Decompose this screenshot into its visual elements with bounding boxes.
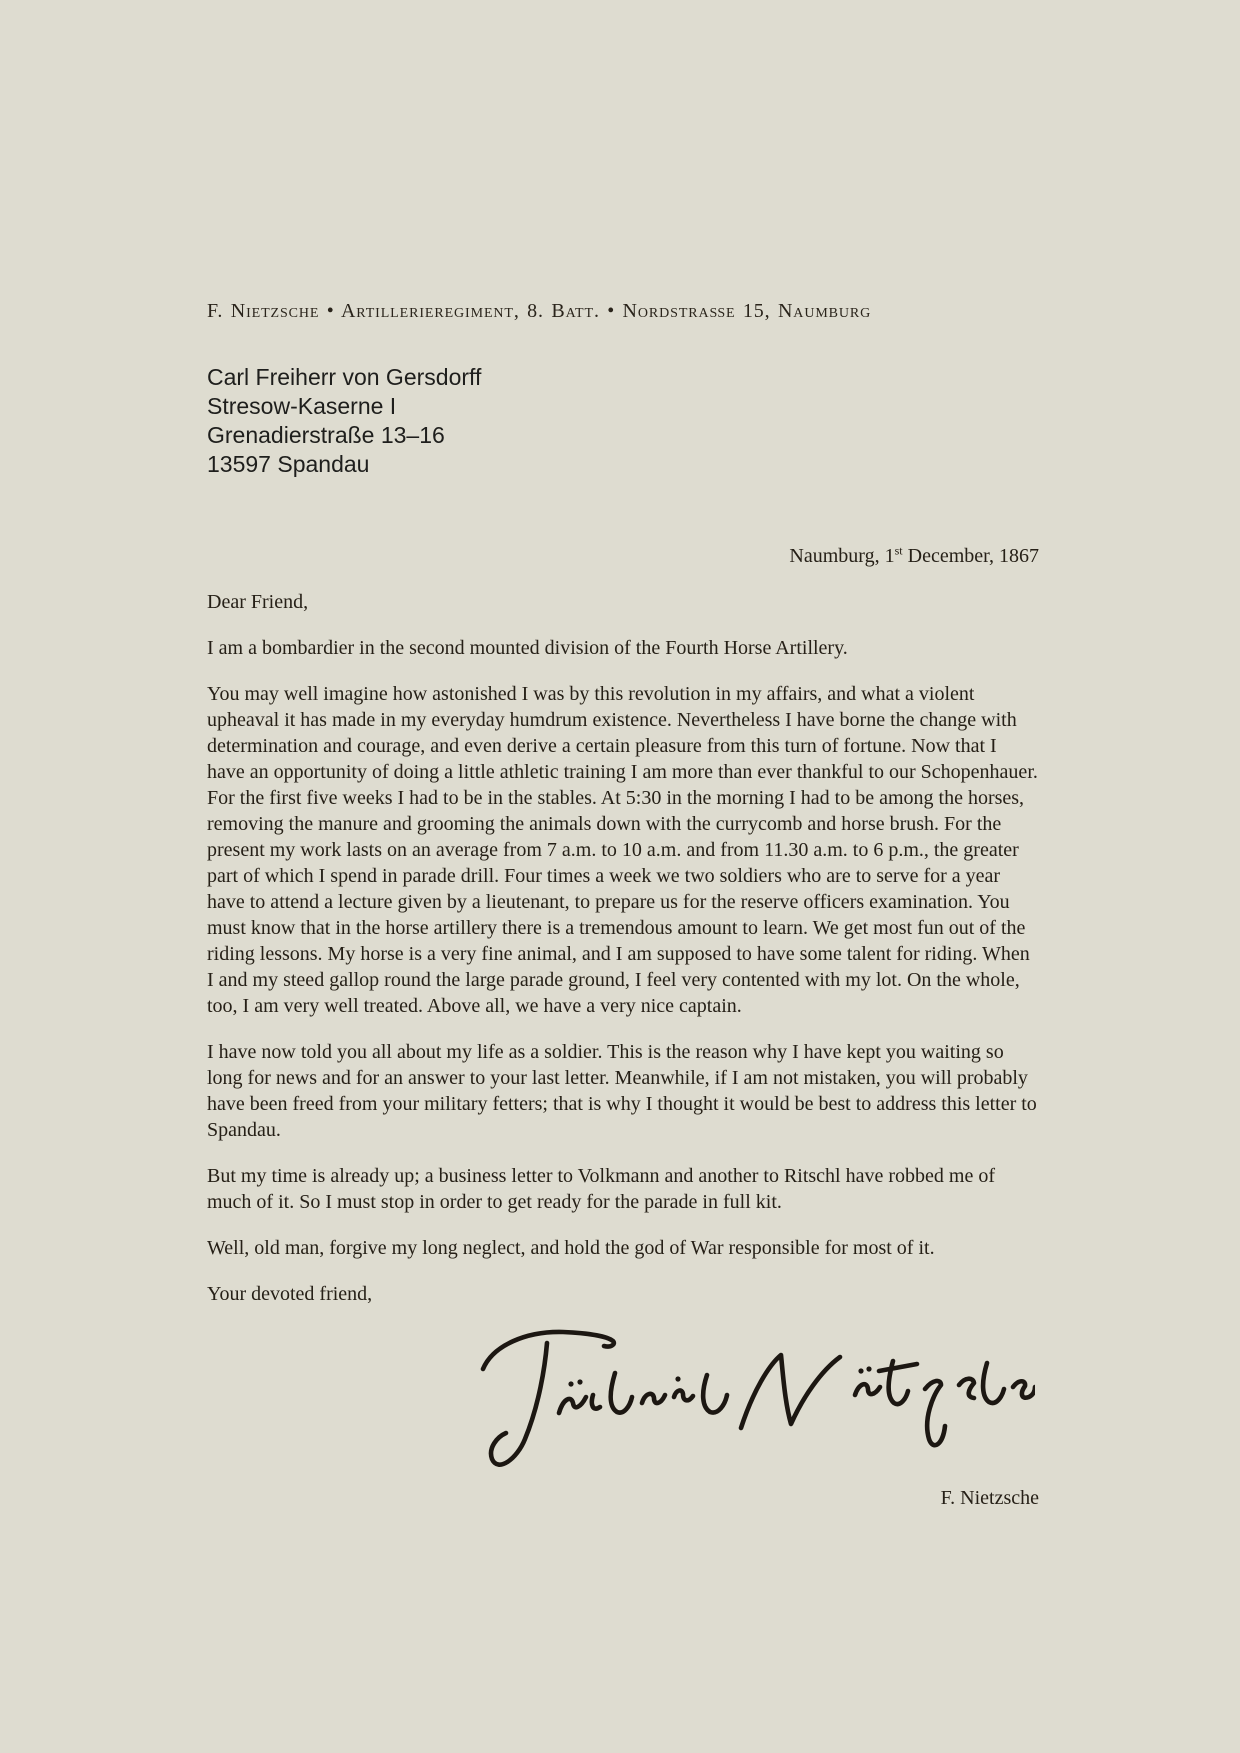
letter-body <box>207 589 1039 1307</box>
paragraph: I am a bombardier in the second mounted division of the Fourth Horse Artillery. <box>207 637 848 659</box>
signature-block <box>435 1327 1035 1477</box>
address-line: 13597 Spandau <box>207 451 370 477</box>
closing: Your devoted friend, <box>207 1283 373 1305</box>
address-line: Grenadierstraße 13–16 <box>207 422 445 448</box>
paragraph: But my time is already up; a business letter to Volkmann and another to Ritschl have robbed me of much of it. So I must stop in order to get ready for the parade in full kit. <box>207 1165 995 1213</box>
recipient-address <box>207 363 1039 479</box>
paragraph: I have now told you all about my life as a soldier. This is the reason why I have kept you waiting so long for news and for an answer to your last letter. Meanwhile, if I am not mistaken, you will probably have been freed from your military fetters; that is why I thought it would be best to address this letter to Spandau. <box>207 1041 1037 1141</box>
address-line: Carl Freiherr von Gersdorff <box>207 364 482 390</box>
salutation: Dear Friend, <box>207 591 309 613</box>
paragraph: You may well imagine how astonished I was by this revolution in my affairs, and what a violent upheaval it has made in my everyday humdrum existence. Nevertheless I have borne the change with determination and courage, and even derive a certain pleasure from this turn of fortune. Now that I have an opportunity of doing a little athletic training I am more than ever thankful to our Schopenhauer. For the first five weeks I had to be in the stables. At 5:30 in the morning I had to be among the horses, removing the manure and grooming the animals down with the currycomb and horse brush. For the present my work lasts on an average from 7 a.m. to 10 a.m. and from 11.30 a.m. to 6 p.m., the greater part of which I spend in parade drill. Four times a week we two soldiers who are to serve for a year have to attend a lecture given by a lieutenant, to prepare us for the reserve officers examination. You must know that in the horse artillery there is a tremendous amount to learn. We get most fun out of the riding lessons. My horse is a very fine animal, and I am supposed to have some talent for riding. When I and my steed gallop round the large parade ground, I feel very contented with my lot. On the whole, too, I am very well treated. Above all, we have a very nice captain. <box>207 683 1038 1017</box>
dateline-place: Naumburg, 1 <box>789 545 895 567</box>
handwritten-signature-icon <box>435 1327 1035 1477</box>
letterhead-line: F. Nietzsche • Artillerieregiment, 8. Batt. • Nordstraße 15, Naumburg <box>207 300 872 322</box>
dateline-ordinal: st <box>894 543 903 558</box>
address-line: Stresow-Kaserne I <box>207 393 397 419</box>
dateline <box>207 543 1039 569</box>
typed-signature-name: F. Nietzsche <box>940 1487 1039 1509</box>
dateline-rest: December, 1867 <box>902 545 1039 567</box>
letter-content <box>207 0 1039 1511</box>
paragraph: Well, old man, forgive my long neglect, and hold the god of War responsible for most of it. <box>207 1237 935 1259</box>
